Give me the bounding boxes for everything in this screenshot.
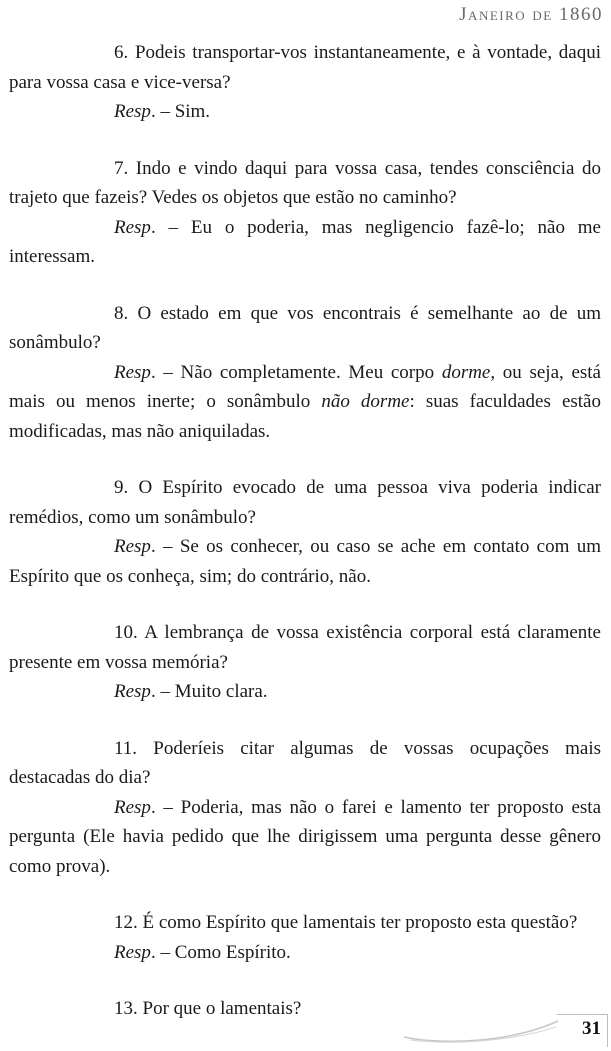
question-paragraph: 11. Poderíeis citar algumas de vossas ocupações mais destacadas do dia? — [9, 737, 601, 788]
page-number: 31 — [582, 1018, 601, 1039]
answer-paragraph — [9, 358, 601, 447]
qa-block — [9, 908, 601, 967]
answer-paragraph — [9, 213, 601, 272]
italic-segment: Resp — [114, 941, 151, 963]
answer-paragraph — [9, 532, 601, 591]
qa-block — [9, 473, 601, 591]
italic-segment: Resp — [114, 796, 151, 818]
text-segment: . – Sim. — [150, 101, 211, 122]
question-paragraph: 9. O Espírito evocado de uma pessoa viva poderia indicar remédios, como um sonâmbulo? — [9, 477, 601, 528]
text-segment: . – Muito clara. — [150, 681, 268, 702]
text-segment: . – Como Espírito. — [150, 941, 291, 963]
text-segment: . – Não completamente. Meu corpo — [150, 361, 442, 383]
question-paragraph: 13. Por que o lamentais? — [114, 998, 302, 1019]
footer-swoosh-ornament — [400, 1013, 560, 1047]
text-segment: , ou seja, está mais ou menos inerte; o sonâmbulo — [9, 361, 601, 412]
page-body — [9, 38, 601, 1051]
italic-segment: Resp — [114, 681, 151, 702]
qa-block — [9, 154, 601, 272]
text-segment: . – Poderia, mas não o farei e lamento ter proposto esta pergunta (Ele havia pedido que lhe dirigissem uma pergunta desse gênero como prova). — [9, 796, 601, 877]
answer-paragraph — [9, 793, 601, 882]
answer-paragraph — [9, 677, 601, 707]
question-paragraph: 12. É como Espírito que lamentais ter proposto esta questão? — [114, 912, 578, 933]
question-paragraph: 8. O estado em que vos encontrais é semelhante ao de um sonâmbulo? — [9, 302, 601, 353]
qa-block — [9, 618, 601, 707]
italic-segment: Resp — [114, 361, 151, 383]
running-header: Janeiro de 1860 — [459, 4, 603, 25]
question-paragraph: 10. A lembrança de vossa existência corporal está claramente presente em vossa memória? — [9, 622, 601, 673]
question-paragraph: 7. Indo e vindo daqui para vossa casa, tendes consciência do trajeto que fazeis? Vedes os objetos que estão no caminho? — [9, 157, 601, 208]
italic-segment: Resp — [114, 101, 151, 122]
qa-block — [9, 734, 601, 882]
italic-segment: Resp — [114, 216, 151, 238]
italic-segment: Resp — [114, 536, 151, 557]
text-segment: . – Eu o poderia, mas negligencio fazê-lo; não me interessam. — [9, 216, 601, 267]
qa-block — [9, 38, 601, 127]
question-paragraph: 6. Podeis transportar-vos instantaneamente, e à vontade, daqui para vossa casa e vice-versa? — [9, 42, 601, 93]
answer-paragraph — [9, 938, 601, 968]
answer-paragraph — [9, 97, 601, 127]
qa-block — [9, 299, 601, 447]
text-segment: . – Se os conhecer, ou caso se ache em contato com um Espírito que os conheça, sim; do contrário, não. — [9, 536, 601, 587]
italic-segment: dorme — [441, 361, 491, 383]
italic-segment: não dorme — [321, 391, 410, 412]
text-segment: : suas faculdades estão modificadas, mas não aniquiladas. — [9, 391, 601, 442]
